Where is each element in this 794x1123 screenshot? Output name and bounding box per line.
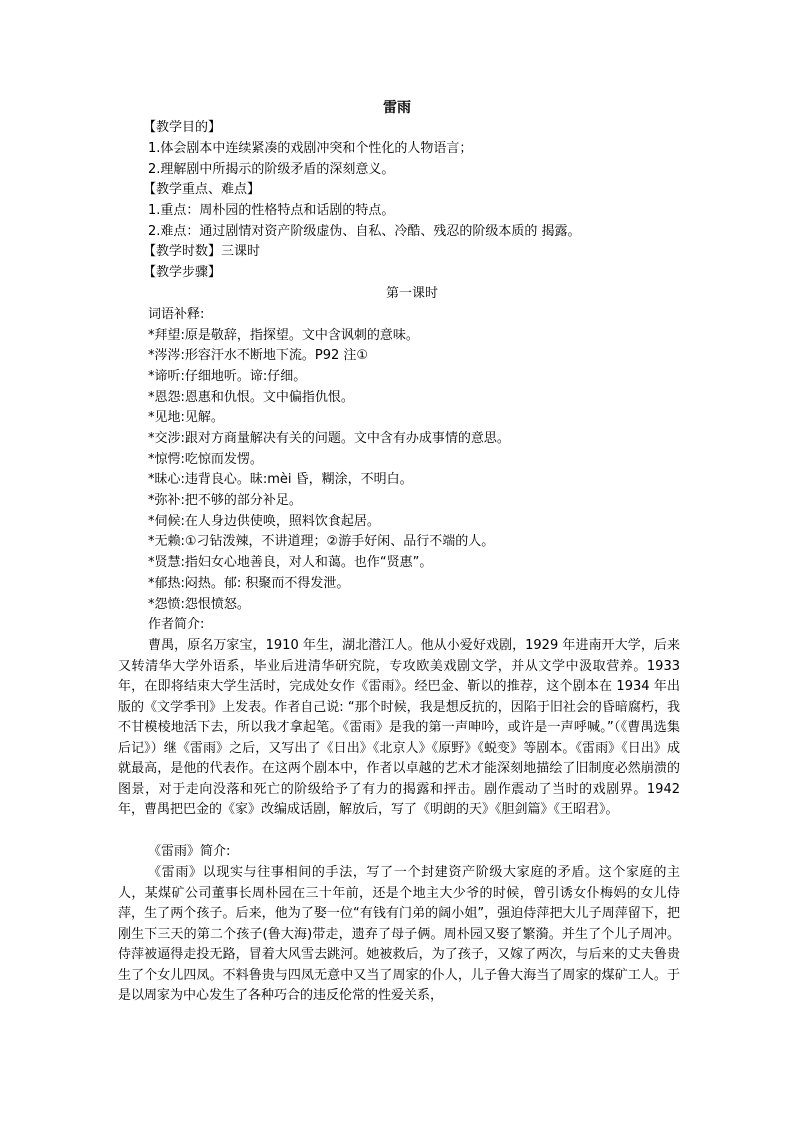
key-point-item: 1.重点：周朴园的性格特点和话剧的特点。 [148,203,395,218]
intro-heading: 《雷雨》简介: [148,844,231,859]
key-points-heading: 【教学重点、难点】 [143,182,261,197]
author-paragraph: 曹禺，原名万家宝，1910 年生，湖北潜江人。他从小爱好戏剧，1929 年进南开大学，后来又转清华大学外语系，毕业后进清华研究院，专攻欧美戏剧文学，并从文学中汲取营养。1933 年，在即将结束大学生活时，完成处女作《雷雨》。经巴金、靳以的推荐，这个剧本在 1934 年出版的《文学季刊》上发表。作者自己说: “那个时候，我是想反抗的，因陷于旧社会的昏暗腐朽，我不甘模棱地活下去，所以我才拿起笔。《雷雨》是我的第一声呻吟，或许是一声呼喊。”（《曹禺选集后记》）继《雷雨》之后，又写出了《日出》《北京人》《原野》《蜕变》等剧本。《雷雨》《日出》成就最高，是他的代表作。在这两个剧本中，作者以卓越的艺术才能深刻地描绘了旧制度必然崩溃的图景，对于走向没落和死亡的阶级给予了有力的揭露和抨击。剧作震动了当时的戏剧界。1942 年，曹禺把巴金的《家》改编成话剧，解放后，写了《明朗的天》《胆剑篇》《王昭君》。 [118,638,680,817]
vocab-item: *昧心:违背良心。昧:mèi 昏，糊涂，不明白。 [148,472,413,487]
key-point-item: 2.难点：通过剧情对资产阶级虚伪、自私、冷酷、残忍的阶级本质的 揭露。 [148,224,581,239]
vocab-item: *交涉:跟对方商量解决有关的问题。文中含有办成事情的意思。 [148,431,510,446]
objective-item: 1.体会剧本中连续紧凑的戏剧冲突和个性化的人物语言； [148,141,473,156]
teaching-hours: 【教学时数】三课时 [143,244,261,259]
vocab-item: *郁热:闷热。郁: 积聚而不得发泄。 [148,576,350,591]
objective-item: 2.理解剧中所揭示的阶级矛盾的深刻意义。 [148,162,395,177]
lesson-title: 第一课时 [386,286,439,301]
vocab-item: *恩怨:恩惠和仇恨。文中偏指仇恨。 [148,390,354,405]
vocab-item: *谛听:仔细地听。谛:仔细。 [148,369,307,384]
document-title: 雷雨 [383,100,411,116]
vocab-item: *拜望:原是敬辞，指探望。文中含讽刺的意味。 [148,328,419,343]
vocab-heading: 词语补释: [148,307,205,322]
vocab-item: *怨愤:怨恨愤怒。 [148,597,250,612]
steps-heading: 【教学步骤】 [143,265,222,280]
vocab-item: *弥补:把不够的部分补足。 [148,493,302,508]
vocab-item: *惊愕:吃惊而发愣。 [148,452,263,467]
vocab-item: *见地:见解。 [148,410,224,425]
vocab-item: *无赖:①刁钻泼辣，不讲道理；②游手好闲、品行不端的人。 [148,534,495,549]
vocab-item: *伺候:在人身边供使唤，照料饮食起居。 [148,514,380,529]
vocab-item: *涔涔:形容汗水不断地下流。P92 注① [148,348,369,363]
vocab-item: *贤慧:指妇女心地善良，对人和蔼。也作“贤惠”。 [148,555,433,570]
intro-paragraph: 《雷雨》以现实与往事相间的手法，写了一个封建资产阶级大家庭的矛盾。这个家庭的主人，某煤矿公司董事长周朴园在三十年前，还是个地主大少爷的时候，曾引诱女仆梅妈的女儿侍萍，生了两个孩子。后来，他为了娶一位“有钱有门弟的阔小姐”，强迫侍萍把大儿子周萍留下，把刚生下三天的第二个孩子(鲁大海)带走，遗弃了母子俩。周朴园又娶了繁漪。并生了个儿子周冲。侍萍被逼得走投无路，冒着大风雪去跳河。她被救后，为了孩子，又嫁了两次，与后来的丈夫鲁贵生了个女儿四凤。不料鲁贵与四凤无意中又当了周家的仆人，儿子鲁大海当了周家的煤矿工人。于是以周家为中心发生了各种巧合的违反伦常的性爱关系， [118,865,680,1003]
objectives-heading: 【教学目的】 [143,120,222,135]
author-heading: 作者简介: [148,617,205,632]
